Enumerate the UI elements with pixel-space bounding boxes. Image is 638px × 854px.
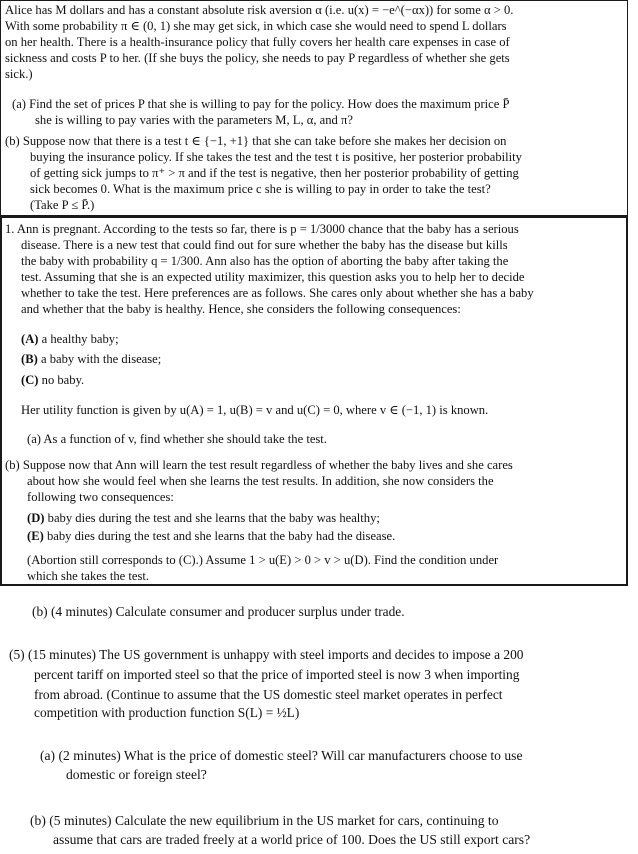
ann-intro-line: whether to take the test. Here preferences are as follows. She cares only about whether she has a baby	[21, 286, 534, 300]
q5-line: (5) (15 minutes) The US government is unhappy with steel imports and decides to impose a 200	[9, 647, 524, 662]
ann-intro-line: test. Assuming that she is an expected utility maximizer, this question asks you to help her to decide	[21, 270, 525, 284]
ann-utility-line: Her utility function is given by u(A) = 1, u(B) = v and u(C) = 0, where v ∈ (−1, 1) is known.	[21, 403, 489, 417]
ann-part-b-line: following two consequences:	[27, 490, 174, 504]
alice-part-b-line: (b) Suppose now that there is a test t ∈ {−1, +1} that she can take before she makes her decision on	[5, 134, 507, 148]
ann-intro-line: and whether that the baby is healthy. Hence, she considers the following consequences:	[21, 302, 461, 316]
alice-intro-line: Alice has M dollars and has a constant absolute risk aversion α (i.e. u(x) = −e^(−αx)) for some α > 0.	[5, 3, 514, 17]
ann-part-b-line: about how she would feel when she learns the test results. In addition, she now considers the	[27, 474, 494, 488]
alice-part-b-line: of getting sick jumps to π⁺ > π and if the test is negative, then her posterior probability of getting	[30, 166, 519, 180]
consequence-e: (E) baby dies during the test and she learns that the baby had the disease.	[27, 529, 396, 543]
ann-closing-line: (Abortion still corresponds to (C).) Assume 1 > u(E) > 0 > v > u(D). Find the condition under	[27, 553, 499, 567]
alice-part-b-line: buying the insurance policy. If she takes the test and the test t is positive, her posterior probability	[30, 150, 522, 164]
q5a-line: domestic or foreign steel?	[66, 767, 207, 782]
q5-line: competition with production function S(L) = ½L)	[34, 705, 300, 720]
ann-intro-line: 1. Ann is pregnant. According to the tests so far, there is p = 1/3000 chance that the baby has a serious	[5, 222, 519, 236]
alice-intro-line: With some probability π ∈ (0, 1) she may get sick, in which case she would need to spend L dollars	[5, 19, 507, 33]
q5a-line: (a) (2 minutes) What is the price of domestic steel? Will car manufacturers choose to use	[40, 748, 523, 763]
alice-part-a-line: (a) Find the set of prices P that she is willing to pay for the policy. How does the maximum price P̄	[12, 97, 510, 111]
ann-intro-line: the baby with probability q = 1/300. Ann also has the option of aborting the baby after taking the	[21, 254, 509, 268]
q5b-line: (b) (5 minutes) Calculate the new equilibrium in the US market for cars, continuing to	[30, 813, 499, 828]
alice-part-a-line: she is willing to pay varies with the parameters M, L, α, and π?	[35, 113, 353, 127]
alice-intro-line: sickness and costs P to her. (If she buys the policy, she needs to pay P regardless of whether she gets	[5, 51, 510, 65]
consequence-a: (A) a healthy baby;	[21, 332, 119, 346]
q5b-line: assume that cars are traded freely at a world price of 100. Does the US still export cars?	[53, 832, 531, 847]
q5-line: percent tariff on imported steel so that the price of imported steel is now 3 when importing	[34, 667, 520, 682]
consequence-b: (B) a baby with the disease;	[21, 352, 162, 366]
steel-part-b-line: (b) (4 minutes) Calculate consumer and producer surplus under trade.	[32, 604, 405, 619]
ann-closing-line: which she takes the test.	[27, 569, 150, 583]
alice-intro-line: sick.)	[5, 67, 33, 81]
alice-part-b-line: (Take P ≤ P̄.)	[30, 198, 95, 212]
ann-part-a-line: (a) As a function of v, find whether she should take the test.	[27, 432, 327, 446]
consequence-c: (C) no baby.	[21, 373, 85, 387]
alice-intro-line: on her health. There is a health-insurance policy that fully covers her health care expenses in case of	[5, 35, 510, 49]
consequence-d: (D) baby dies during the test and she learns that the baby was healthy;	[27, 511, 380, 525]
ann-part-b-line: (b) Suppose now that Ann will learn the test result regardless of whether the baby lives and she cares	[5, 458, 513, 472]
ann-intro-line: disease. There is a new test that could find out for sure whether the baby has the disease but kills	[21, 238, 508, 252]
alice-part-b-line: sick becomes 0. What is the maximum price c she is willing to pay in order to take the test?	[30, 182, 491, 196]
q5-line: from abroad. (Continue to assume that the US domestic steel market operates in perfect	[34, 687, 503, 702]
